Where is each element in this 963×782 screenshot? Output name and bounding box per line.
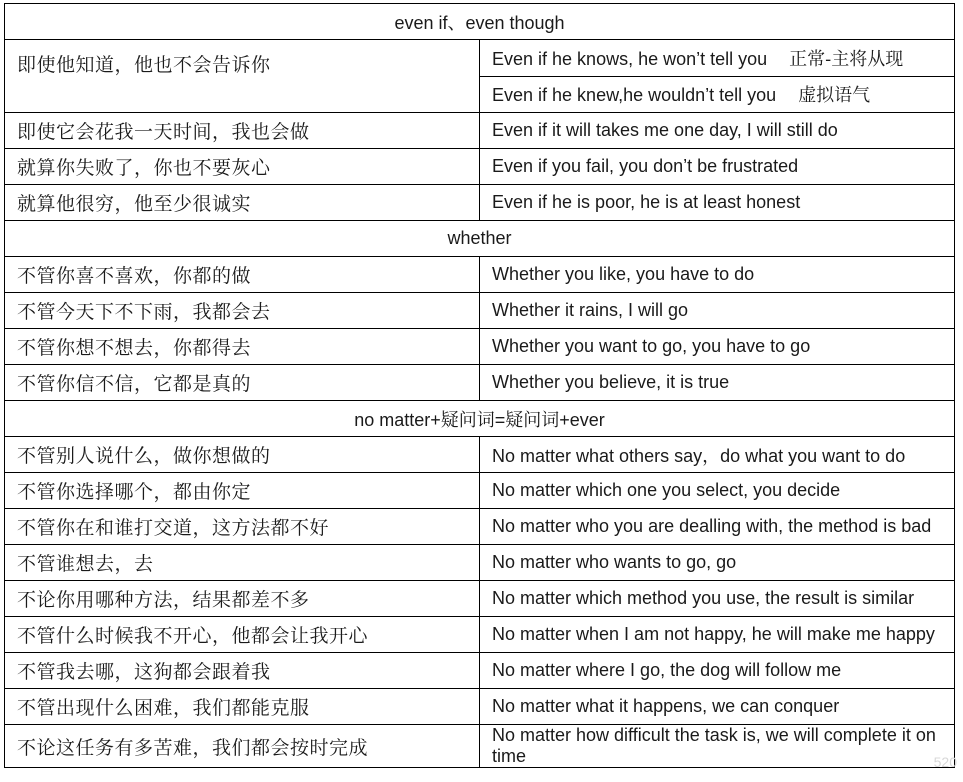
- english-cell: Even if you fail, you don’t be frustrated: [480, 149, 955, 185]
- english-cell: Whether you believe, it is true: [480, 365, 955, 401]
- table-row: [5, 365, 955, 401]
- table-row: [5, 581, 955, 617]
- table-row: [5, 293, 955, 329]
- chinese-cell: 不管我去哪，这狗都会跟着我: [5, 653, 480, 689]
- chinese-cell: 不管什么时候我不开心，他都会让我开心: [5, 617, 480, 653]
- table-row: [5, 653, 955, 689]
- english-cell: No matter what it happens, we can conquer: [480, 689, 955, 725]
- chinese-cell: 不论这任务有多苦难，我们都会按时完成: [5, 725, 480, 768]
- chinese-cell: 不管你喜不喜欢，你都的做: [5, 257, 480, 293]
- chinese-cell: 不管谁想去，去: [5, 545, 480, 581]
- section-header: even if、even though: [5, 4, 955, 40]
- table-row: [5, 113, 955, 149]
- english-text: Even if he knew,he wouldn’t tell you: [492, 85, 777, 106]
- section-header: no matter+疑问词=疑问词+ever: [5, 401, 955, 437]
- english-cell: No matter who wants to go, go: [480, 545, 955, 581]
- chinese-cell: 即使他知道，他也不会告诉你: [5, 40, 480, 113]
- table-row: [5, 257, 955, 293]
- table-row: [5, 617, 955, 653]
- english-cell: No matter when I am not happy, he will make me happy: [480, 617, 955, 653]
- table-row: [5, 329, 955, 365]
- english-cell: Even if he is poor, he is at least honest: [480, 185, 955, 221]
- table-row: [5, 689, 955, 725]
- section-header: whether: [5, 221, 955, 257]
- english-cell: Even if it will takes me one day, I will still do: [480, 113, 955, 149]
- section-header-row: [5, 401, 955, 437]
- chinese-cell: 不管你信不信，它都是真的: [5, 365, 480, 401]
- chinese-cell: 不管今天下不下雨，我都会去: [5, 293, 480, 329]
- chinese-cell: 不论你用哪种方法，结果都差不多: [5, 581, 480, 617]
- english-cell: Whether you like, you have to do: [480, 257, 955, 293]
- chinese-cell: 就算你失败了，你也不要灰心: [5, 149, 480, 185]
- english-cell: No matter which one you select, you decide: [480, 473, 955, 509]
- english-cell: Whether you want to go, you have to go: [480, 329, 955, 365]
- english-cell: [480, 40, 955, 77]
- table-row: [5, 149, 955, 185]
- table-row: [5, 40, 955, 77]
- english-cell: No matter which method you use, the result is similar: [480, 581, 955, 617]
- chinese-cell: 不管你在和谁打交道，这方法都不好: [5, 509, 480, 545]
- english-cell: [480, 76, 955, 113]
- chinese-cell: 不管你想不想去，你都得去: [5, 329, 480, 365]
- table-row: [5, 545, 955, 581]
- section-header-row: [5, 4, 955, 40]
- table-row: [5, 725, 955, 768]
- table-row: [5, 185, 955, 221]
- grammar-table: [4, 3, 955, 768]
- grammar-note: 正常-主将从现: [789, 48, 904, 70]
- table-row: [5, 473, 955, 509]
- english-cell: No matter where I go, the dog will follow me: [480, 653, 955, 689]
- watermark: 520: [933, 754, 957, 770]
- table-row: [5, 437, 955, 473]
- english-cell: No matter what others say，do what you want to do: [480, 437, 955, 473]
- table-row: [5, 509, 955, 545]
- section-header-row: [5, 221, 955, 257]
- english-cell: Whether it rains, I will go: [480, 293, 955, 329]
- chinese-cell: 不管你选择哪个，都由你定: [5, 473, 480, 509]
- english-text: Even if he knows, he won’t tell you: [492, 48, 768, 69]
- chinese-cell: 就算他很穷，他至少很诚实: [5, 185, 480, 221]
- chinese-cell: 不管出现什么困难，我们都能克服: [5, 689, 480, 725]
- chinese-cell: 不管别人说什么，做你想做的: [5, 437, 480, 473]
- english-cell: No matter how difficult the task is, we will complete it on time: [480, 725, 955, 768]
- chinese-cell: 即使它会花我一天时间，我也会做: [5, 113, 480, 149]
- grammar-note: 虚拟语气: [798, 85, 871, 107]
- english-cell: No matter who you are dealling with, the method is bad: [480, 509, 955, 545]
